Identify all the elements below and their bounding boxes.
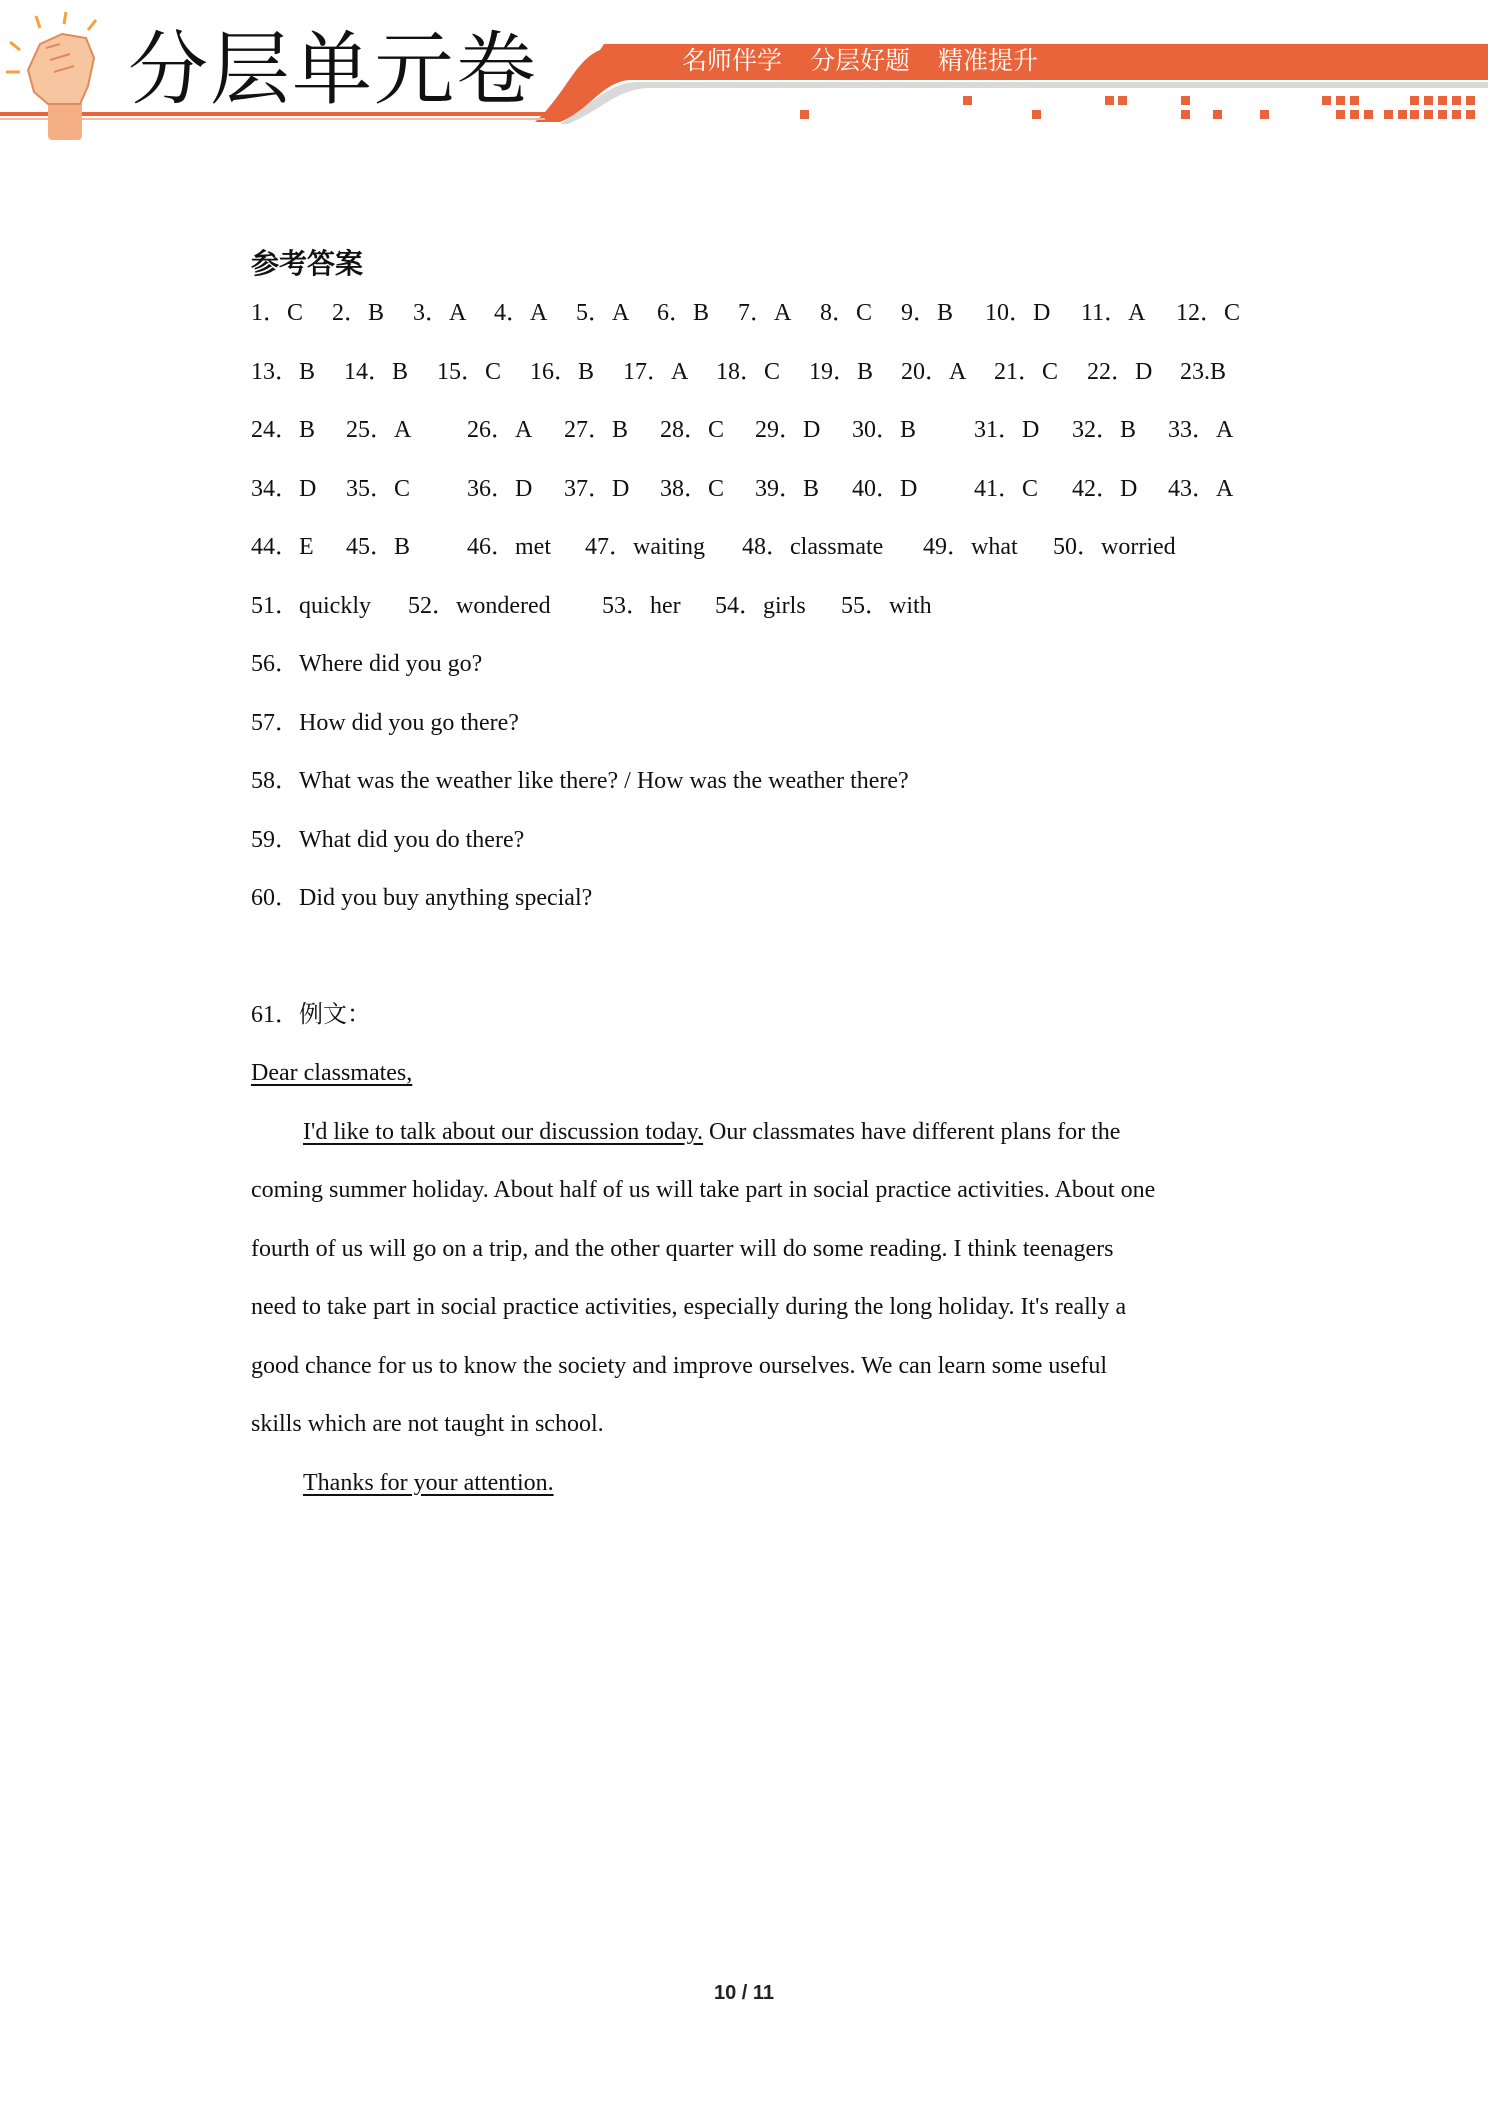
answer-item: 30．B: [852, 417, 917, 443]
essay-line: good chance for us to know the society and improve ourselves. We can learn some useful: [251, 1352, 1108, 1379]
answer-item: 29．D: [755, 417, 821, 443]
page-header: [0, 0, 1488, 150]
essay-line: [251, 1103, 1251, 1162]
answer-row: [251, 284, 1251, 343]
answer-item: 6．B: [657, 300, 710, 326]
answer-item: 46．met: [467, 534, 551, 560]
brand-title: 分层单元卷: [128, 23, 538, 116]
answer-content: [251, 244, 1251, 1512]
answer-item: 33．A: [1168, 417, 1234, 443]
answer-item: 39．B: [755, 475, 820, 502]
sentence-answer: 59．What did you do there?: [251, 826, 525, 853]
answer-item: 48．classmate: [742, 534, 884, 560]
answer-item: 13．B: [251, 358, 316, 385]
answer-item: 3．A: [413, 300, 467, 326]
answer-item: 40．D: [852, 475, 918, 502]
answer-item: 16．B: [530, 358, 595, 385]
essay-closing-text: Thanks for your attention.: [303, 1469, 554, 1496]
answer-item: 38．C: [660, 475, 725, 502]
essay-opening: I'd like to talk about our discussion today.: [303, 1118, 704, 1145]
answer-item: 11．A: [1081, 300, 1146, 326]
essay-line: skills which are not taught in school.: [251, 1411, 604, 1437]
sentence-answer: 57．How did you go there?: [251, 709, 519, 736]
answer-row: [251, 518, 1251, 577]
answer-item: 45．B: [346, 534, 411, 560]
essay-label: 61．例文：: [251, 1001, 371, 1028]
answer-item: 34．D: [251, 475, 317, 502]
header-slogans: [682, 43, 1038, 79]
answer-item: 53．her: [602, 592, 681, 619]
page-number: 10 / 11: [713, 1982, 775, 2004]
answer-item: 18．C: [716, 358, 781, 385]
fist-icon: [6, 12, 96, 140]
answer-item: 24．B: [251, 417, 316, 443]
answer-item: 4．A: [494, 300, 548, 326]
answer-row: [251, 343, 1251, 402]
answer-item: 50．worried: [1053, 534, 1176, 560]
answer-item: 9．B: [901, 300, 954, 326]
answer-item: 42．D: [1072, 475, 1138, 502]
essay-greeting: [251, 1044, 1251, 1103]
answer-item: 1．C: [251, 300, 304, 326]
answer-item: 25．A: [346, 417, 412, 443]
slogan-item: 分层好题: [810, 46, 911, 75]
answer-item: 17．A: [623, 358, 689, 385]
answer-item: 36．D: [467, 475, 533, 502]
answer-item: 26．A: [467, 417, 533, 443]
answer-item: 7．A: [738, 300, 792, 326]
answer-item: 35．C: [346, 475, 411, 502]
essay-closing: [251, 1454, 1251, 1513]
answer-row: [251, 401, 1251, 460]
answer-item: 20．A: [901, 358, 967, 385]
answer-item: 49．what: [923, 534, 1018, 560]
answer-item: 15．C: [437, 358, 502, 385]
answer-item: 28．C: [660, 417, 725, 443]
answer-item: 37．D: [564, 475, 630, 502]
essay-line: fourth of us will go on a trip, and the other quarter will do some reading. I think teenagers: [251, 1235, 1114, 1262]
answer-item: 21．C: [994, 358, 1059, 385]
answer-item: 54．girls: [715, 592, 806, 619]
answer-item: 31．D: [974, 417, 1040, 443]
answer-item: 27．B: [564, 417, 629, 443]
answer-item: 8．C: [820, 300, 873, 326]
answer-item: 23.B: [1180, 358, 1227, 385]
answer-item: 19．B: [809, 358, 874, 385]
answer-item: 5．A: [576, 300, 630, 326]
answer-item: 47．waiting: [585, 534, 705, 560]
slogan-item: 精准提升: [938, 46, 1039, 75]
answer-item: 41．C: [974, 475, 1039, 502]
slogan-item: 名师伴学: [682, 46, 783, 75]
answer-item: 55．with: [841, 592, 932, 619]
spacer: [251, 928, 1251, 986]
answer-item: 32．B: [1072, 417, 1137, 443]
answer-item: 44．E: [251, 534, 314, 560]
essay-line-text: Our classmates have different plans for the: [703, 1118, 1121, 1145]
answer-row: [251, 460, 1251, 519]
answer-item: 2．B: [332, 300, 385, 326]
sentence-answer: 56．Where did you go?: [251, 651, 483, 677]
answer-item: 12．C: [1176, 300, 1241, 326]
section-title: 参考答案: [251, 247, 364, 280]
answer-row: [251, 577, 1251, 636]
answer-item: 14．B: [344, 358, 409, 385]
essay-line: coming summer holiday. About half of us will take part in social practice activities. About one: [251, 1177, 1156, 1203]
answer-item: 22．D: [1087, 358, 1153, 385]
answer-item: 51．quickly: [251, 592, 371, 619]
essay-line: need to take part in social practice activities, especially during the long holiday. It's really a: [251, 1294, 1127, 1320]
answer-item: 52．wondered: [408, 592, 551, 619]
sentence-answer: 60．Did you buy anything special?: [251, 885, 593, 911]
answer-item: 43．A: [1168, 475, 1234, 502]
answer-item: 10．D: [985, 300, 1051, 326]
essay-greeting-text: Dear classmates,: [251, 1060, 413, 1086]
sentence-answer: 58．What was the weather like there? / How was the weather there?: [251, 768, 909, 794]
